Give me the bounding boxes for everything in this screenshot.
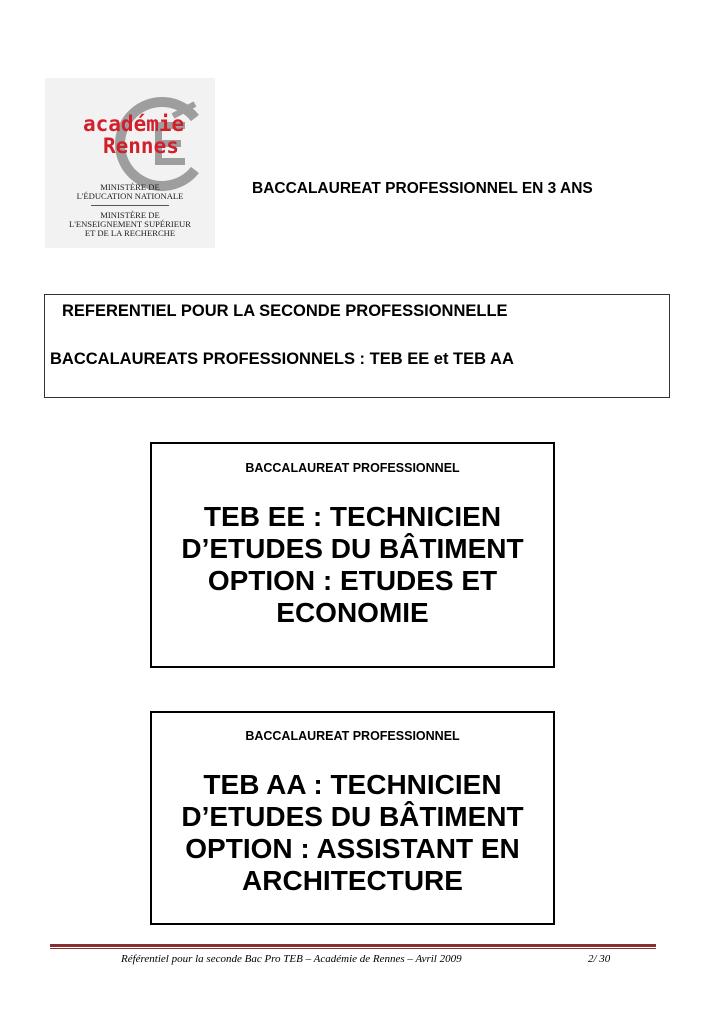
option-title-line: TEB AA : TECHNICIEN <box>203 769 502 800</box>
option-box-teb-ee <box>150 442 555 668</box>
ministry-1-line-2: L'ÉDUCATION NATIONALE <box>76 191 184 201</box>
ministry-2-line-1: MINISTÈRE DE <box>100 210 160 220</box>
option-title-line: D’ETUDES DU BÂTIMENT <box>181 801 524 832</box>
ministry-separator <box>91 205 169 206</box>
option-title-line: ECONOMIE <box>276 597 429 628</box>
option-title-line: D’ETUDES DU BÂTIMENT <box>181 533 524 564</box>
option-title <box>152 501 553 629</box>
footer-text: Référentiel pour la seconde Bac Pro TEB – Académie de Rennes – Avril 2009 <box>121 953 462 965</box>
footer-rule-thin <box>50 948 656 949</box>
option-title-line: OPTION : ASSISTANT EN <box>185 833 520 864</box>
logo-word-rennes: Rennes <box>103 134 179 158</box>
page-number: 2/ 30 <box>588 953 611 965</box>
logo-word-academie: académie <box>83 112 185 136</box>
document-header-title: BACCALAUREAT PROFESSIONNEL EN 3 ANS <box>252 180 593 197</box>
option-title-line: ARCHITECTURE <box>242 865 463 896</box>
referentiel-subtitle: BACCALAUREATS PROFESSIONNELS : TEB EE et TEB AA <box>50 350 514 368</box>
option-label: BACCALAUREAT PROFESSIONNEL <box>245 461 460 475</box>
ministry-2-line-3: ET DE LA RECHERCHE <box>84 228 176 238</box>
option-title-line: TEB EE : TECHNICIEN <box>203 501 502 532</box>
option-box-teb-aa <box>150 711 555 925</box>
option-title-line: OPTION : ETUDES ET <box>207 565 498 596</box>
referentiel-title: REFERENTIEL POUR LA SECONDE PROFESSIONNELLE <box>62 302 508 320</box>
ministry-1-line-1: MINISTÈRE DE <box>100 182 160 192</box>
option-label: BACCALAUREAT PROFESSIONNEL <box>245 729 460 743</box>
academie-logo <box>45 78 215 248</box>
footer-rule <box>50 944 656 947</box>
option-title <box>152 769 553 897</box>
ministry-2-line-2: L'ENSEIGNEMENT SUPÉRIEUR <box>69 219 191 229</box>
